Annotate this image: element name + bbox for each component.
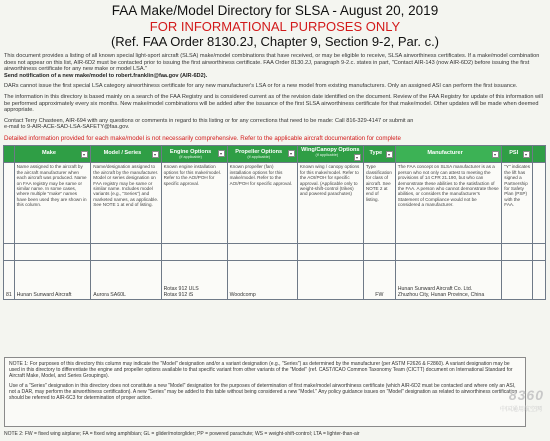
psi-cell[interactable]: [502, 261, 533, 300]
type-legend: NOTE 2: FW = fixed wing airplane; FA = fixed wing amphibian; GL = glider/motorglider; PP = powered parachute; WS = weight-shift-control; LTA = lighter-than-air: [4, 431, 360, 437]
filter-dropdown-icon[interactable]: [152, 151, 159, 158]
detail-disclaimer: Detailed information provided for each make/model is not necessarily comprehensive. Refer to the applicable aircraft documentation for complete: [4, 134, 401, 142]
intro-paragraph-4: Contact Terry Chasteen, AIR-694 with any questions or comments in regard to this listing or for any corrections that need to be made: Call 816-329-4147 or submit an e-mail to 9-AIR-ACE-SAD-LSA-SAFETY@faa.gov.: [4, 117, 414, 131]
engine-description: Known engine installation options for this make/model. Refer to the AOI/POH for specific approval.: [161, 163, 227, 244]
note-1: NOTE 1: For purposes of this directory this column may indicate the "Model" designation and/or a variant designation (e.g., "Series") as determined by the manufacturer (per ASTM F2626 & F2860). A variant designation may be used in this directory to differentiate the engine and propeller options available to that specific variant from other variants of the "Model" (ref. CAST/ICAO Common Taxonomy Team (CICTT) document on International Standard for Aircraft Make, Model, and Series Groupings).: [9, 361, 513, 379]
psi-column-header[interactable]: PSI: [502, 145, 533, 162]
engine-column-header[interactable]: Engine Options (if applicable): [161, 145, 227, 162]
filter-dropdown-icon[interactable]: [354, 154, 361, 161]
contact-email[interactable]: e-mail to 9-AIR-ACE-SAD-LSA-SAFETY@faa.gov.: [4, 124, 130, 131]
make-model-table: [3, 145, 546, 300]
make-description: Name assigned to the aircraft by the aircraft manufacturer when each aircraft was produced. Name on FAA registry may be same or similar name. In some cases, where multiple "make" names have been used they are shown in this column.: [14, 163, 91, 244]
extra-column-header: [533, 145, 546, 162]
propeller-cell[interactable]: Woodcomp: [227, 261, 297, 300]
intro-text: [0, 53, 550, 131]
propeller-column-header[interactable]: Propeller Options (if applicable): [227, 145, 297, 162]
intro-paragraph-1: This document provides a listing of all known special light-sport aircraft (SLSA) make/model combinations that have received, or may be eligible to receive, SLSA airworthiness certificates. If a make/model combination does not appear on this list, AIR-6D2 must be contacted prior to issuing the first airworthiness certificate. FAA Order 8130.2J, paragraph 9-2.c. states in part, "Contact AIR-143 (now AIR-6D2) before issuing the first airworthiness certificate for any new make or model LSA." Send notification of a new make/model to robert.franklin@faa.gov (AIR-6D2).: [4, 53, 540, 79]
spacer-row: [4, 244, 546, 261]
watermark-logo: 8360: [508, 387, 544, 403]
filter-dropdown-icon[interactable]: [218, 150, 225, 157]
manufacturer-description: The FAA concept on SLSA manufacturer is as a person who not only can attest to meeting the provisions of 14 CFR 21.190, but who can demonstrate these abilities to the satisfaction of the FAA. A person who cannot demonstrate these abilities, or considers the manufacturer's Statement of Compliance would not be considered a manufacturer.: [395, 163, 501, 244]
make-cell[interactable]: Hunan Sunward Aircraft: [14, 261, 91, 300]
type-cell[interactable]: FW: [363, 261, 395, 300]
informational-notice: FOR INFORMATIONAL PURPOSES ONLY: [149, 19, 401, 34]
engine-cell[interactable]: Rotax 912 ULS Rotax 912 iS: [161, 261, 227, 300]
filter-dropdown-icon[interactable]: [386, 151, 393, 158]
model-cell[interactable]: Aurora SA60L: [91, 261, 161, 300]
row-number-header: [4, 145, 15, 162]
propeller-description: Known propeller (fan) installation options for this make/model. Refer to the AOI/POH for specific approval.: [227, 163, 297, 244]
watermark-text: 中国通用航空网: [499, 407, 542, 413]
document-header: [0, 0, 550, 49]
type-column-header[interactable]: Type: [363, 145, 395, 162]
model-description: Name/designation assigned to the aircraft by the manufacturer. Model or series designation on FAA registry may be same or similar name. Includes model variants (e.g., "Series") and marketed names, as applicable. See NOTE 1 at end of listing.: [91, 163, 161, 244]
manufacturer-column-header[interactable]: Manufacturer: [395, 145, 501, 162]
psi-description: "Y" indicates the lift has signed a Partnership for Safety Plan (PSP) with the FAA.: [502, 163, 533, 244]
note-1-series: Use of a "Series" designation in this directory does not constitute a new "Model" designation for the purposes of determination of first make/model airworthiness certificate (which AIR-6D2 must be contacted and where only an ASI, not a DAR, may perform the airworthiness certification). A new "Series" may be added to this table without being considered a new "Model." Any policy guidance issues on "Model" designation as related to airworthiness certification should be referred to AIR-6C3 for determination of proper action.: [9, 383, 518, 401]
filter-dropdown-icon[interactable]: [492, 151, 499, 158]
type-description: Type classification for class of aircraft. See NOTE 2 at end of listing.: [363, 163, 395, 244]
filter-dropdown-icon[interactable]: [81, 151, 88, 158]
filter-dropdown-icon[interactable]: [523, 151, 530, 158]
manufacturer-cell[interactable]: Hunan Sunward Aircraft Co. Ltd. Zhuzhou City, Hunan Province, China: [395, 261, 501, 300]
intro-paragraph-3: The information in this directory is based mainly on a search of the FAA Registry and is considered current as of the revision date identified on the document. Review of the FAA Registry for update of this information will be performed approximately every six months. New make/model combinations will be added after the issuance of the first SLSA airworthiness certificate for that make/model. Other updates will be made when deemed appropriate.: [4, 93, 543, 114]
table-row[interactable]: [4, 261, 546, 300]
column-description-row: [4, 163, 546, 244]
row-number: 81: [4, 261, 15, 300]
notification-email[interactable]: Send notification of a new make/model to robert.franklin@faa.gov (AIR-6D2).: [4, 72, 208, 79]
wing-canopy-column-header[interactable]: Wing/Canopy Options (if applicable): [297, 145, 363, 162]
model-column-header[interactable]: Model / Series: [91, 145, 161, 162]
filter-dropdown-icon[interactable]: [288, 150, 295, 157]
wing-description: Known wing / canopy options for this make/model. Refer to the AOI/POH for specific approval. (Applicable only to weight-shift-control (trikes) and powered parachutes): [297, 163, 363, 244]
notes-box: [4, 357, 526, 427]
document-title: FAA Make/Model Directory for SLSA - August 20, 2019: [111, 3, 439, 18]
make-column-header[interactable]: Make: [14, 145, 91, 162]
intro-paragraph-2: DARs cannot issue the first special LSA category airworthiness certificate for any new manufacturer's LSA or for a new model from existing manufacturers. Only an assigned ASI can perform the first issuance.: [4, 83, 518, 90]
wing-cell[interactable]: [297, 261, 363, 300]
order-reference: (Ref. FAA Order 8130.2J, Chapter 9, Section 9-2, Par. c.): [110, 34, 440, 49]
